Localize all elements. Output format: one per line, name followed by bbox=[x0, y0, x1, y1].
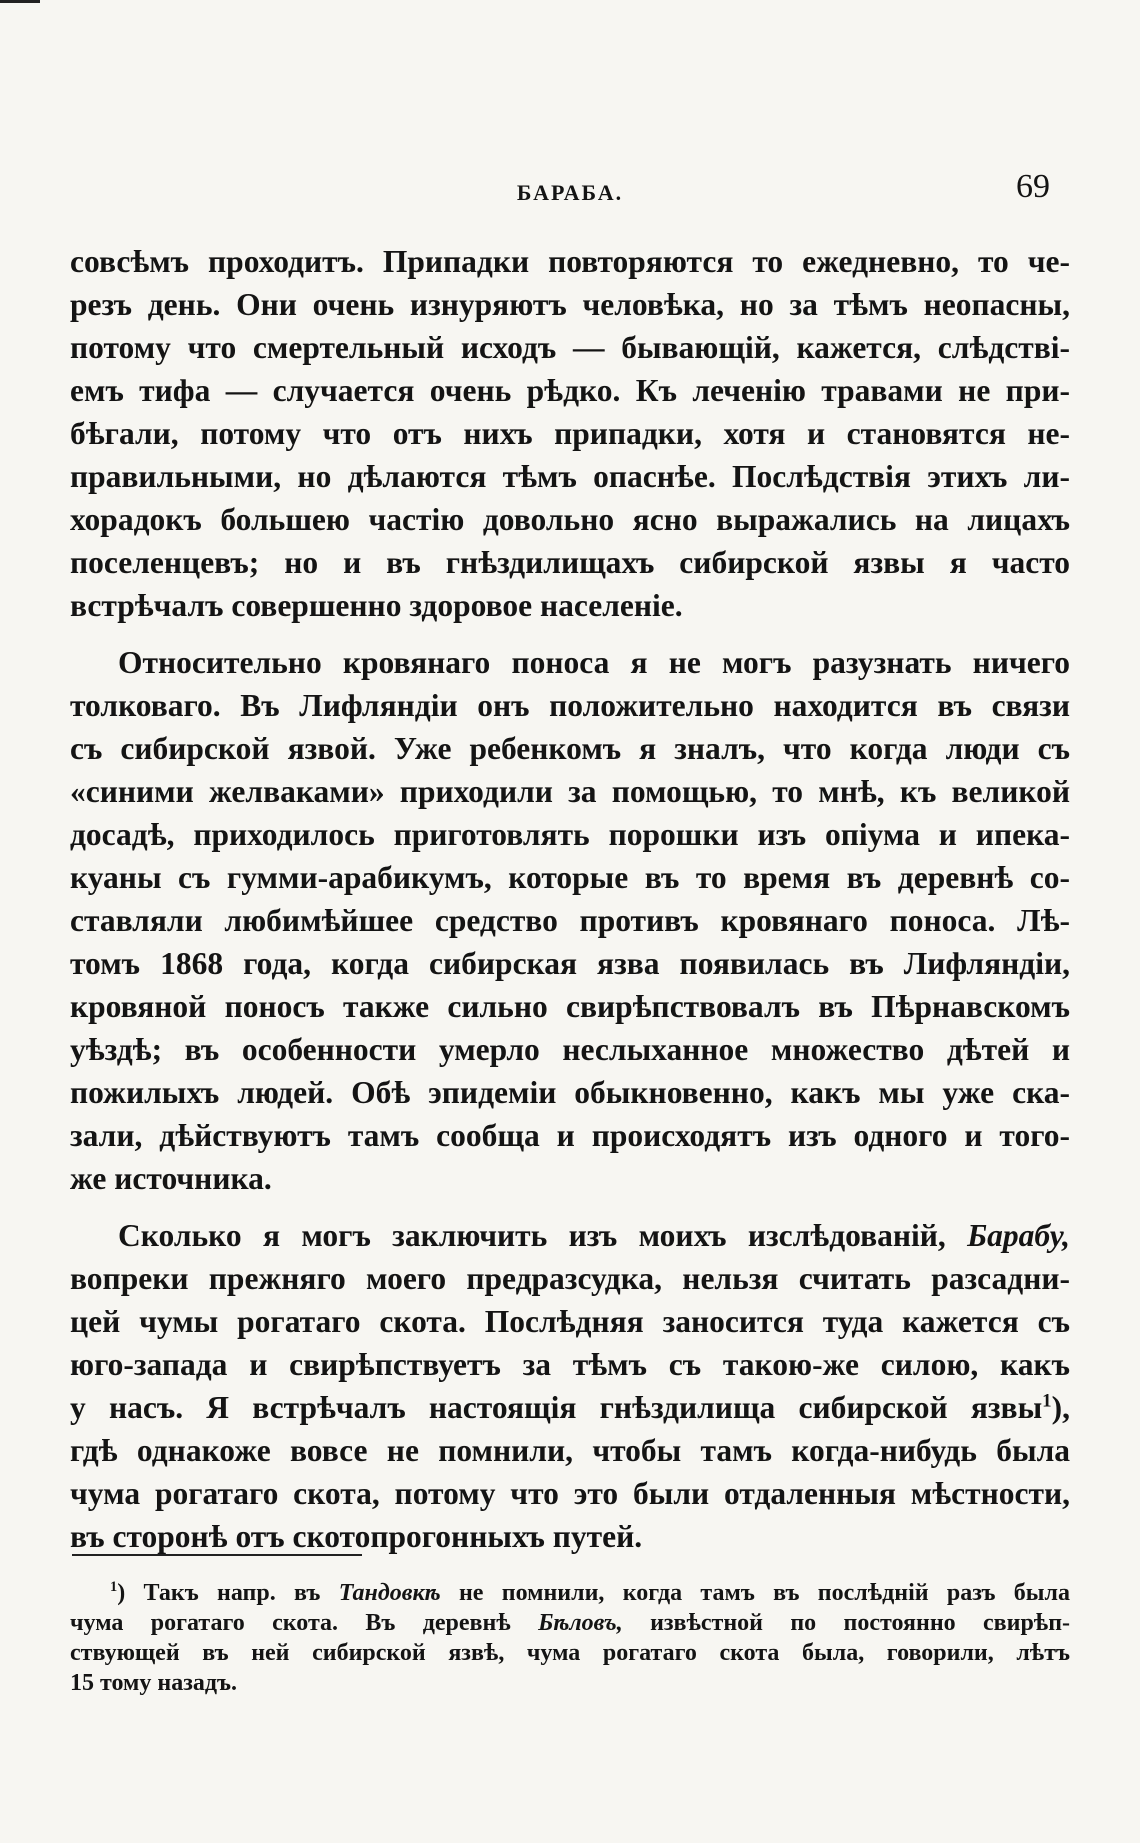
text-span: извѣстной по постоянно свирѣп- bbox=[650, 1610, 1071, 1636]
text-line: юго-запада и свирѣпствуетъ за тѣмъ съ такою-же силою, какъ bbox=[70, 1347, 1070, 1382]
page-header bbox=[70, 168, 1070, 218]
text-span: Сколько я могъ заключить изъ моихъ изслѣдованій, bbox=[118, 1218, 946, 1253]
text-line: толковаго. Въ Лифляндіи онъ положительно находится въ связи bbox=[70, 688, 1070, 723]
text-line: бѣгали, потому что отъ нихъ припадки, хотя и становятся не- bbox=[70, 416, 1070, 451]
text-line: чума рогатаго скота, потому что это были отдаленныя мѣстности, bbox=[70, 1476, 1070, 1511]
footnote bbox=[70, 1578, 1070, 1698]
text-line: кровяной поносъ также сильно свирѣпствовалъ въ Пѣрнавскомъ bbox=[70, 989, 1070, 1024]
text-line bbox=[70, 1214, 1070, 1257]
text-line bbox=[70, 1386, 1070, 1429]
text-line: съ сибирской язвой. Уже ребенкомъ я зналъ, что когда люди съ bbox=[70, 731, 1070, 766]
text-line: цей чумы рогатаго скота. Послѣдняя заносится туда кажется съ bbox=[70, 1304, 1070, 1339]
text-line: ставляли любимѣйшее средство противъ кровянаго поноса. Лѣ- bbox=[70, 903, 1070, 938]
text-line: «синими желваками» приходили за помощью, то мнѣ, къ великой bbox=[70, 774, 1070, 809]
text-line: въ сторонѣ отъ скотопрогонныхъ путей. bbox=[70, 1519, 643, 1554]
text-line: томъ 1868 года, когда сибирская язва появилась въ Лифляндіи, bbox=[70, 946, 1070, 981]
text-span: чума рогатаго скота. Въ деревнѣ bbox=[70, 1610, 511, 1636]
text-line: досадѣ, приходилось приготовлять порошки изъ опіума и ипека- bbox=[70, 817, 1070, 852]
text-line: вопреки прежняго моего предразсудка, нельзя считать разсадни- bbox=[70, 1261, 1070, 1296]
footnote-ref: 1 bbox=[1042, 1390, 1052, 1412]
text-span: ) Такъ напр. въ bbox=[117, 1580, 321, 1606]
footnote-line bbox=[70, 1608, 1070, 1638]
text-line: правильными, но дѣлаются тѣмъ опаснѣе. Послѣдствія этихъ ли- bbox=[70, 459, 1070, 494]
footnote-line: 15 тому назадъ. bbox=[70, 1670, 237, 1696]
text-line: резъ день. Они очень изнуряютъ человѣка, но за тѣмъ неопасны, bbox=[70, 287, 1070, 322]
place-name-tandovka: Тандовкѣ bbox=[338, 1580, 441, 1606]
footnote-line bbox=[70, 1578, 1070, 1608]
text-span: ), bbox=[1051, 1390, 1070, 1425]
text-line: же источника. bbox=[70, 1161, 272, 1196]
place-name-baraba: Барабу, bbox=[967, 1218, 1070, 1253]
text-line: Относительно кровянаго поноса я не могъ разузнать ничего bbox=[118, 645, 1070, 680]
footnote-rule bbox=[72, 1554, 362, 1556]
footnote-line: ствующей въ ней сибирской язвѣ, чума рогатаго скота была, говорили, лѣтъ bbox=[70, 1640, 1070, 1666]
text-line: гдѣ однакоже вовсе не помнили, чтобы тамъ когда-нибудь была bbox=[70, 1433, 1070, 1468]
place-name-belov: Бѣловъ, bbox=[538, 1610, 623, 1636]
text-line: зали, дѣйствуютъ тамъ сообща и происходятъ изъ одного и того- bbox=[70, 1118, 1070, 1153]
text-line: хорадокъ большею частію довольно ясно выражались на лицахъ bbox=[70, 502, 1070, 537]
text-span: у насъ. Я встрѣчалъ настоящія гнѣздилища сибирской язвы bbox=[70, 1390, 1043, 1425]
text-line: потому что смертельный исходъ — бывающій, кажется, слѣдстві- bbox=[70, 330, 1070, 365]
running-head: БАРАБА. bbox=[516, 180, 624, 205]
text-line: встрѣчалъ совершенно здоровое населеніе. bbox=[70, 588, 683, 623]
body-text bbox=[70, 240, 1070, 1558]
scan-mark bbox=[0, 0, 40, 3]
text-line: поселенцевъ; но и въ гнѣздилищахъ сибирской язвы я часто bbox=[70, 545, 1070, 580]
text-line: пожилыхъ людей. Обѣ эпидеміи обыкновенно, какъ мы уже ска- bbox=[70, 1075, 1070, 1110]
text-line: уѣздѣ; въ особенности умерло неслыханное множество дѣтей и bbox=[70, 1032, 1070, 1067]
footnote-marker: 1 bbox=[110, 1579, 118, 1595]
page-number: 69 bbox=[1016, 168, 1050, 205]
text-span: не помнили, когда тамъ въ послѣдній разъ была bbox=[458, 1580, 1071, 1606]
text-line: совсѣмъ проходитъ. Припадки повторяются то ежедневно, то че- bbox=[70, 244, 1070, 279]
text-line: емъ тифа — случается очень рѣдко. Къ леченію травами не при- bbox=[70, 373, 1070, 408]
text-line: куаны съ гумми-арабикумъ, которые въ то время въ деревнѣ со- bbox=[70, 860, 1070, 895]
